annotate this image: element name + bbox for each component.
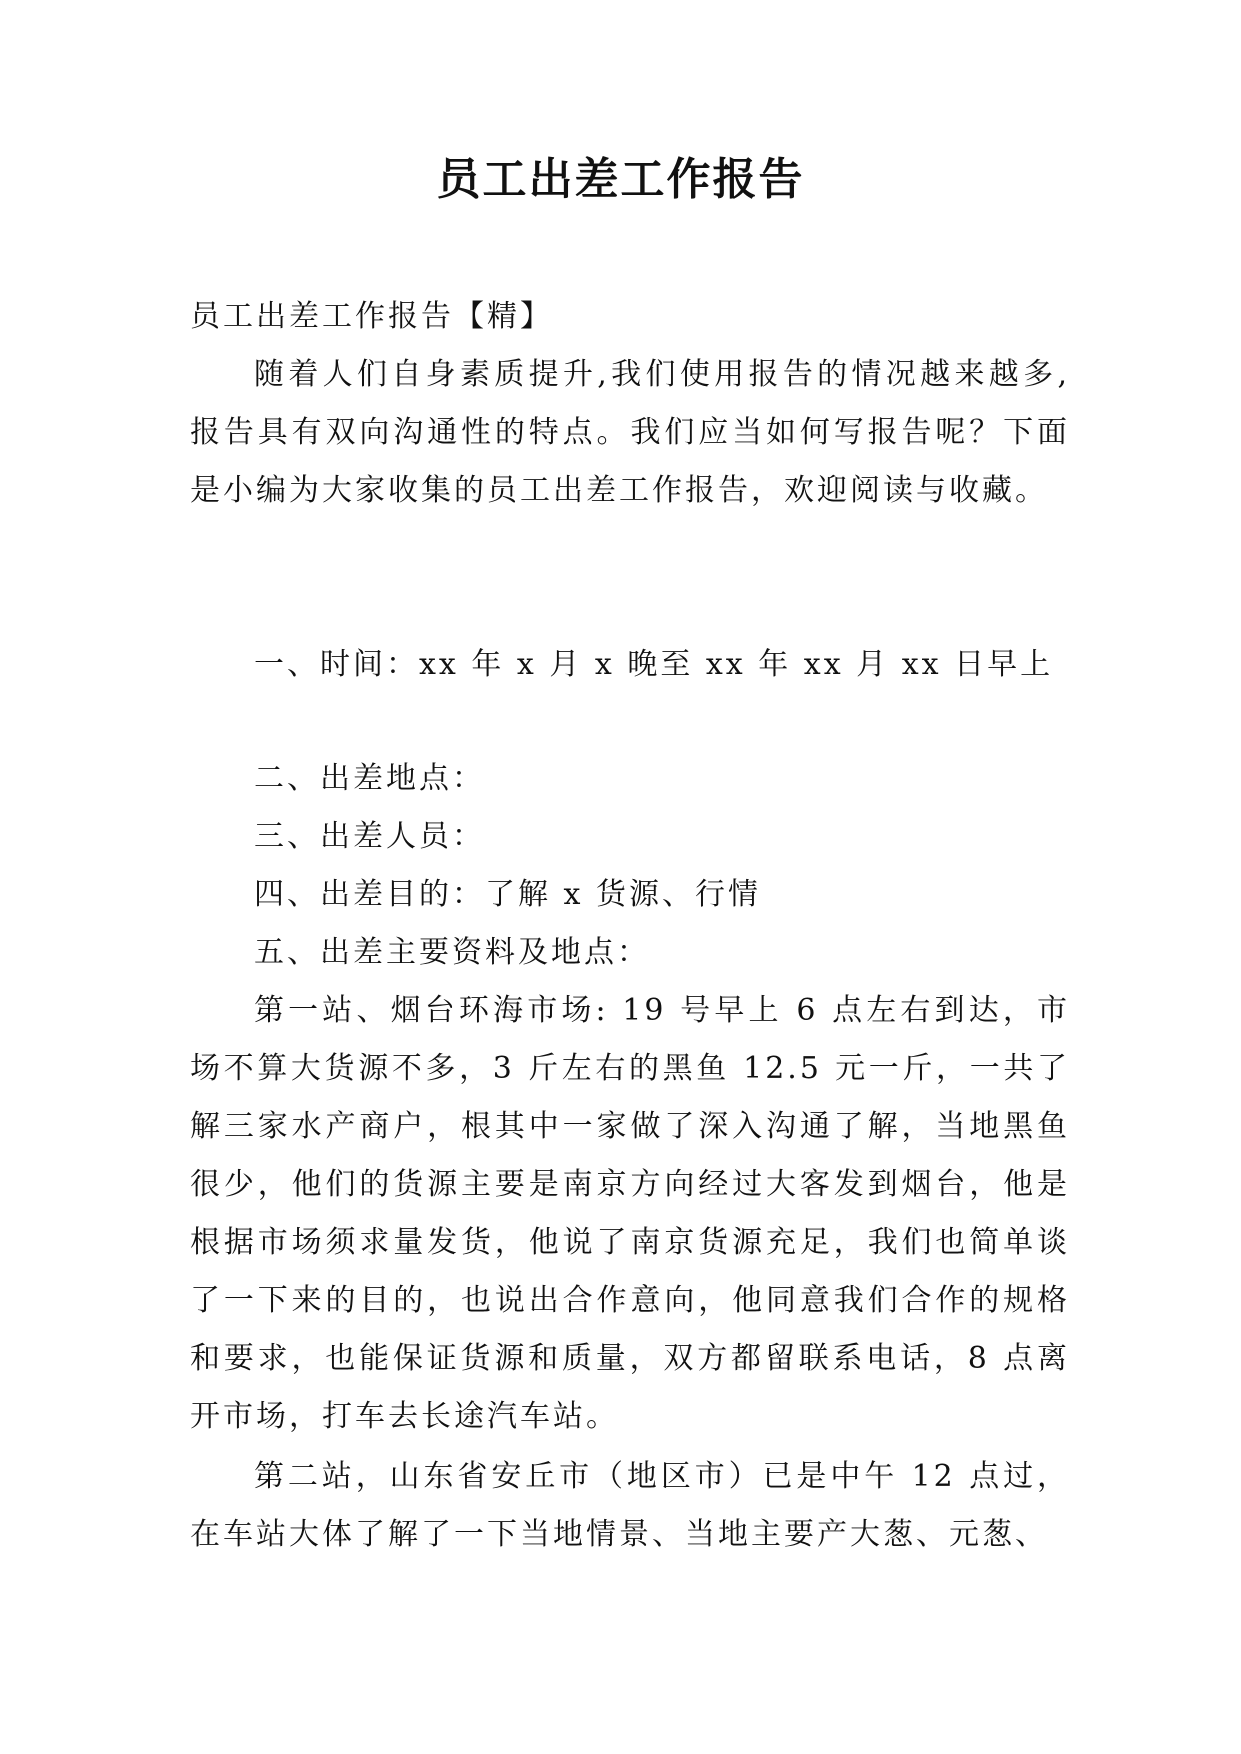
section-location: 二、出差地点： bbox=[254, 761, 485, 796]
section-time: 一、时间：xx 年 x 月 x 晚至 xx 年 xx 月 xx 日早上 bbox=[254, 647, 1054, 682]
station-one-paragraph: 第一站、烟台环海市场: 19 号早上 6 点左右到达，市场不算大货源不多，3 斤左右的黑鱼 12.5 元一斤，一共了解三家水产商户，根其中一家做了深入沟通了解，当地黑鱼很少，他们的货源主要是南京方向经过大客发到烟台，他是根据市场须求量发货，他说了南京货源充足，我们也简单谈了一下来的目的，也说出合作意向，他同意我们合作的规格和要求，也能保证货源和质量，双方都留联系电话，8 点离开市场，打车去长途汽车站。 bbox=[190, 993, 1070, 1434]
intro-paragraph: 随着人们自身素质提升,我们使用报告的情况越来越多,报告具有双向沟通性的特点。我们应当如何写报告呢？下面是小编为大家收集的员工出差工作报告，欢迎阅读与收藏。 bbox=[190, 357, 1070, 508]
section-content: 五、出差主要资料及地点： bbox=[254, 935, 650, 970]
document-subtitle: 员工出差工作报告【精】 bbox=[190, 299, 553, 334]
section-staff: 三、出差人员： bbox=[254, 819, 485, 854]
station-two-paragraph: 第二站，山东省安丘市（地区市）已是中午 12 点过，在车站大体了解了一下当地情景、当地主要产大葱、元葱、 bbox=[190, 1459, 1070, 1552]
section-purpose: 四、出差目的：了解 x 货源、行情 bbox=[254, 877, 761, 912]
document-title: 员工出差工作报告 bbox=[436, 154, 805, 205]
